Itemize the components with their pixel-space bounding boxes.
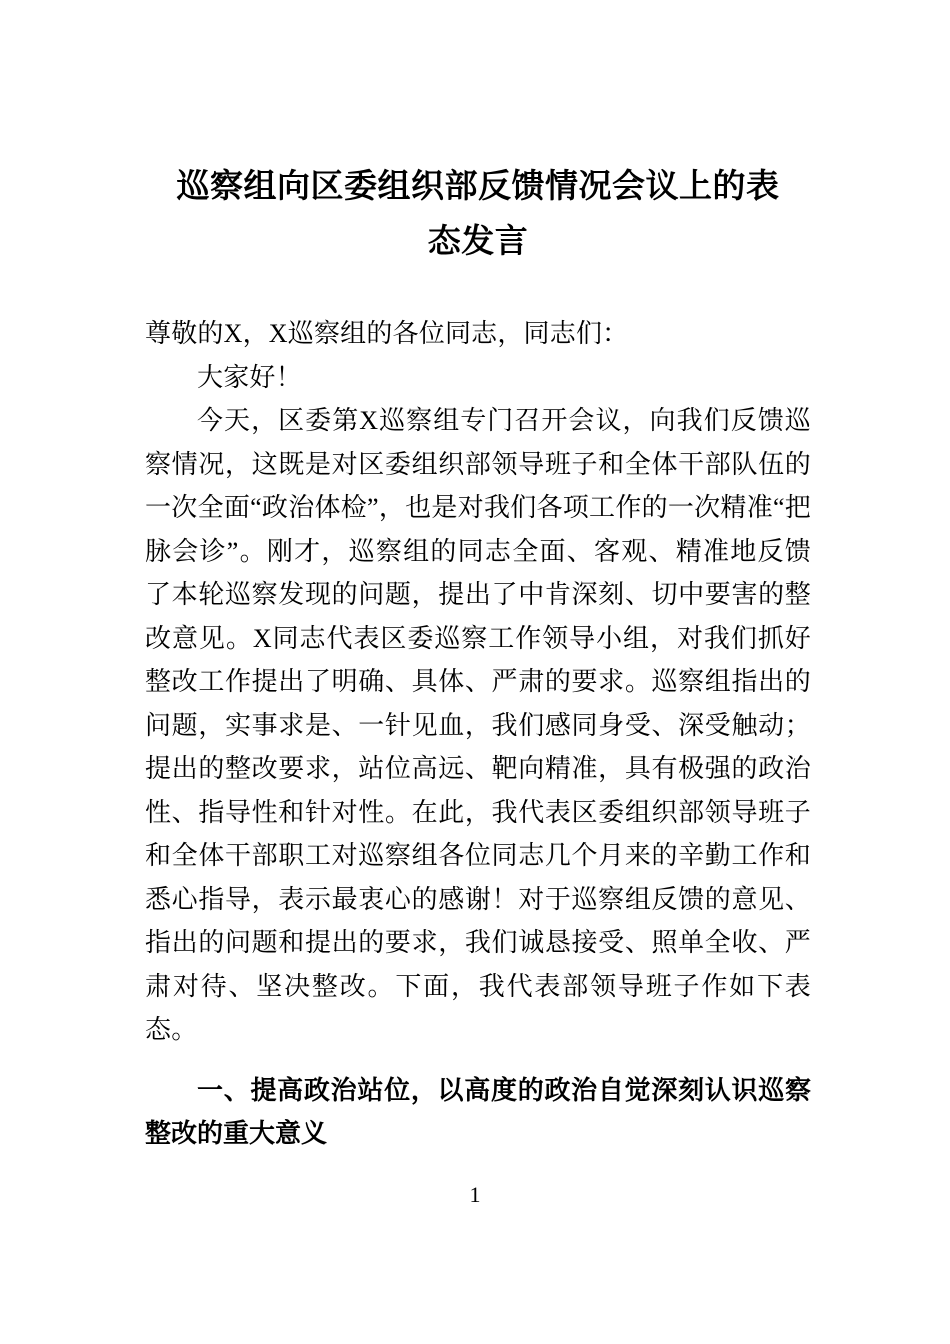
section-heading-one: 一、提高政治站位，以高度的政治自觉深刻认识巡察整改的重大意义: [145, 1075, 811, 1149]
page-title: [145, 0, 811, 270]
opening-remarks-paragraph: 今天，区委第X巡察组专门召开会议，向我们反馈巡察情况，这既是对区委组织部领导班子和全体干部队伍的一次全面“政治体检”，也是对我们各项工作的一次精准“把脉会诊”。刚才，巡察组的同志全面、客观、精准地反馈了本轮巡察发现的问题，提出了中肯深刻、切中要害的整改意见。X同志代表区委巡察工作领导小组，对我们抓好整改工作提出了明确、具体、严肃的要求。巡察组指出的问题，实事求是、一针见血，我们感同身受、深受触动；提出的整改要求，站位高远、靶向精准，具有极强的政治性、指导性和针对性。在此，我代表区委组织部领导班子和全体干部职工对巡察组各位同志几个月来的辛勤工作和悉心指导，表示最衷心的感谢！对于巡察组反馈的意见、指出的问题和提出的要求，我们诚恳接受、照单全收、严肃对待、坚决整改。下面，我代表部领导班子作如下表态。: [145, 406, 811, 1044]
page-title-line-2: 态发言: [427, 224, 529, 260]
greeting-paragraph: 大家好！: [197, 362, 302, 392]
document-content: [145, 0, 811, 1157]
salutation-paragraph: 尊敬的X，X巡察组的各位同志，同志们：: [145, 319, 629, 348]
page-number: 1: [469, 1182, 481, 1207]
page-title-line-1: 巡察组向区委组织部反馈情况会议上的表: [176, 169, 780, 205]
